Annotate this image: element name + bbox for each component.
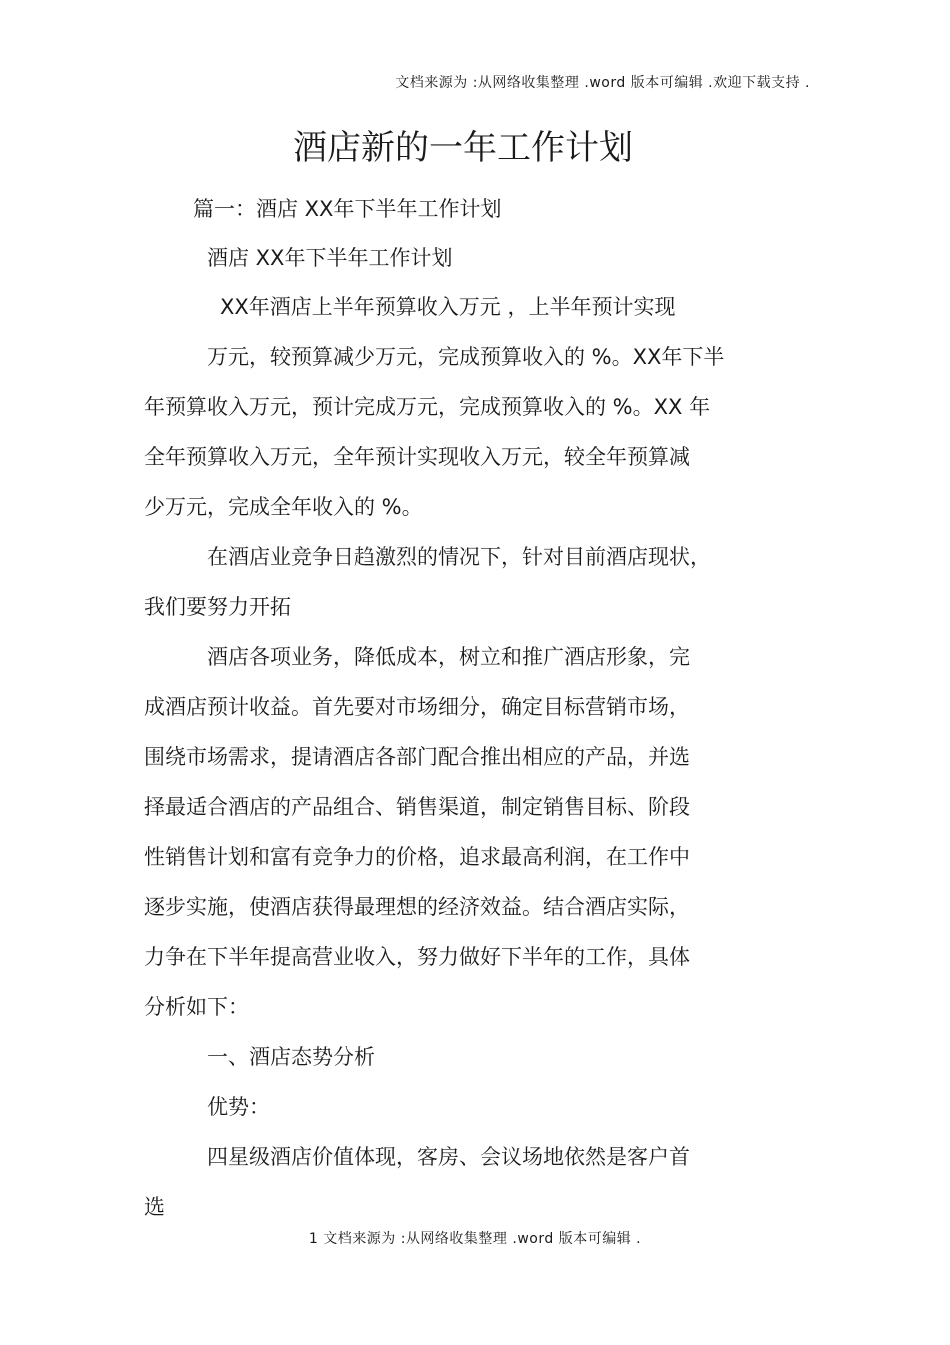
section-heading: 篇一：酒店 XX年下半年工作计划 <box>193 197 502 221</box>
paragraph-line: 少万元，完成全年收入的 %。 <box>144 495 423 519</box>
header-source-note: 文档来源为 :从网络收集整理 .word 版本可编辑 .欢迎下载支持 . <box>395 75 810 91</box>
subheading: 优势： <box>207 1095 270 1119</box>
paragraph-line: 力争在下半年提高营业收入，努力做好下半年的工作，具体 <box>144 945 690 969</box>
paragraph-line: 我们要努力开拓 <box>144 595 291 619</box>
paragraph-line: 酒店各项业务，降低成本，树立和推广酒店形象，完 <box>207 645 690 669</box>
paragraph-line: 选 <box>144 1195 165 1219</box>
paragraph-line: 四星级酒店价值体现，客房、会议场地依然是客户首 <box>207 1145 690 1169</box>
section-heading: 一、酒店态势分析 <box>207 1045 375 1069</box>
paragraph-line: 万元，较预算减少万元，完成预算收入的 %。XX年下半 <box>207 345 725 369</box>
page-title: 酒店新的一年工作计划 <box>293 128 633 168</box>
paragraph-line: 年预算收入万元，预计完成万元，完成预算收入的 %。XX 年 <box>144 395 711 419</box>
footer-source-note: 1 文档来源为 :从网络收集整理 .word 版本可编辑 . <box>308 1231 642 1247</box>
paragraph-line: XX年酒店上半年预算收入万元 ，上半年预计实现 <box>220 295 676 319</box>
paragraph-line: 择最适合酒店的产品组合、销售渠道，制定销售目标、阶段 <box>144 795 690 819</box>
paragraph-line: 逐步实施，使酒店获得最理想的经济效益。结合酒店实际， <box>144 895 690 919</box>
paragraph-line: 分析如下： <box>144 995 249 1019</box>
subheading: 酒店 XX年下半年工作计划 <box>207 246 453 270</box>
paragraph-line: 在酒店业竞争日趋激烈的情况下，针对目前酒店现状， <box>207 545 711 569</box>
paragraph-line: 围绕市场需求，提请酒店各部门配合推出相应的产品，并选 <box>144 745 690 769</box>
paragraph-line: 全年预算收入万元，全年预计实现收入万元，较全年预算减 <box>144 445 690 469</box>
paragraph-line: 成酒店预计收益。首先要对市场细分，确定目标营销市场， <box>144 695 690 719</box>
paragraph-line: 性销售计划和富有竞争力的价格，追求最高利润，在工作中 <box>144 845 690 869</box>
